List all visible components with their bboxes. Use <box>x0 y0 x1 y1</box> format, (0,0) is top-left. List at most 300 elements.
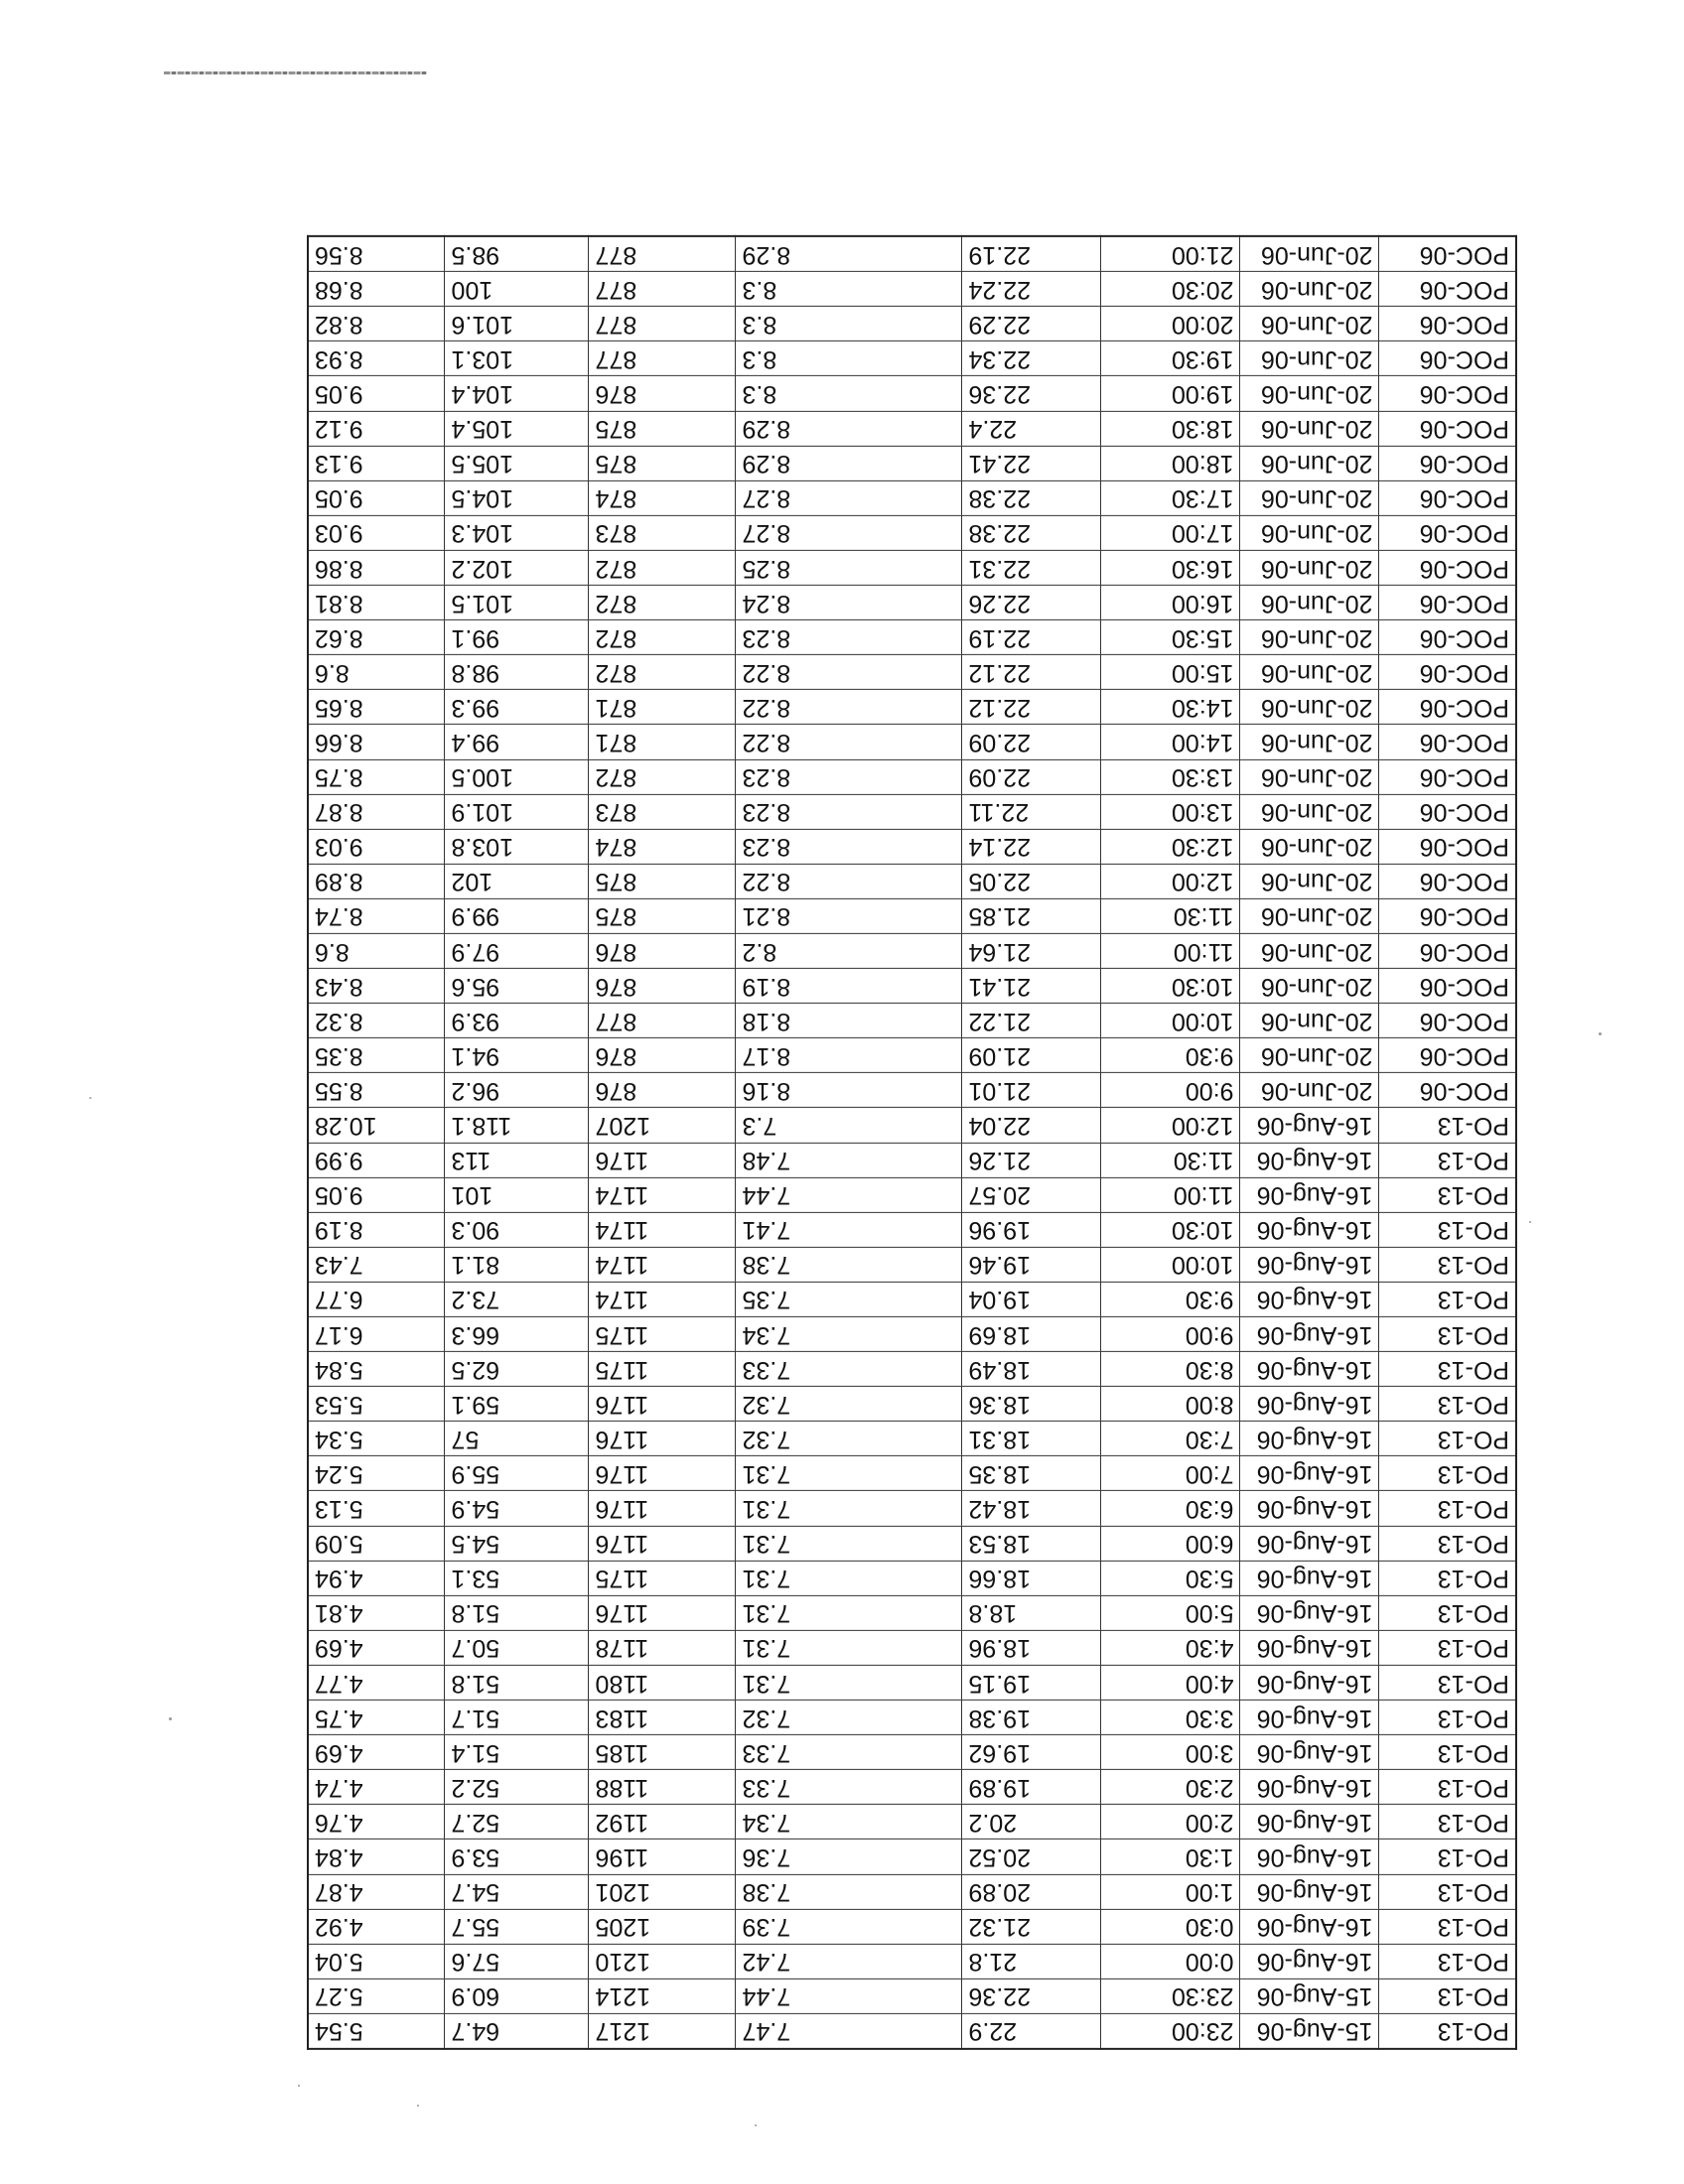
cell-time: 6:30 <box>1101 1491 1240 1526</box>
cell-conductivity: 877 <box>589 307 736 341</box>
cell-do-mgl: 5.34 <box>308 1422 445 1456</box>
cell-ph: 7.31 <box>736 1630 962 1665</box>
cell-ph: 8.22 <box>736 690 962 725</box>
cell-ph: 8.23 <box>736 620 962 655</box>
scan-header-mark <box>164 71 427 74</box>
cell-do-mgl: 4.92 <box>308 1909 445 1944</box>
cell-do-mgl: 9.13 <box>308 446 445 480</box>
cell-station: POC-06 <box>1379 1038 1516 1073</box>
cell-do-mgl: 5.04 <box>308 1944 445 1979</box>
cell-conductivity: 876 <box>589 933 736 968</box>
cell-do-percent: 57 <box>445 1422 589 1456</box>
cell-station: PO-13 <box>1379 1979 1516 2013</box>
cell-conductivity: 875 <box>589 411 736 446</box>
cell-ph: 7.44 <box>736 1979 962 2013</box>
cell-date: 16-Aug-06 <box>1240 1630 1379 1665</box>
table-row <box>308 1805 1516 1840</box>
cell-station: POC-06 <box>1379 341 1516 376</box>
cell-time: 13:00 <box>1101 794 1240 829</box>
cell-date: 16-Aug-06 <box>1240 1735 1379 1770</box>
cell-time: 12:00 <box>1101 1108 1240 1143</box>
table-row <box>308 898 1516 933</box>
cell-conductivity: 873 <box>589 515 736 550</box>
cell-time: 5:00 <box>1101 1595 1240 1630</box>
cell-time: 14:30 <box>1101 690 1240 725</box>
cell-conductivity: 872 <box>589 759 736 794</box>
cell-ph: 8.29 <box>736 411 962 446</box>
cell-temp: 21.41 <box>962 968 1101 1003</box>
cell-date: 16-Aug-06 <box>1240 1247 1379 1282</box>
cell-conductivity: 872 <box>589 585 736 619</box>
cell-conductivity: 876 <box>589 1073 736 1108</box>
cell-ph: 7.31 <box>736 1456 962 1491</box>
cell-ph: 7.41 <box>736 1212 962 1247</box>
cell-time: 23:00 <box>1101 2013 1240 2049</box>
cell-date: 16-Aug-06 <box>1240 1805 1379 1840</box>
cell-do-mgl: 9.05 <box>308 376 445 411</box>
cell-temp: 22.04 <box>962 1108 1101 1143</box>
table-row <box>308 1944 1516 1979</box>
cell-station: POC-06 <box>1379 1073 1516 1108</box>
cell-temp: 22.41 <box>962 446 1101 480</box>
cell-date: 16-Aug-06 <box>1240 1944 1379 1979</box>
cell-do-mgl: 8.65 <box>308 690 445 725</box>
cell-station: PO-13 <box>1379 1561 1516 1595</box>
cell-station: POC-06 <box>1379 585 1516 619</box>
cell-do-mgl: 9.12 <box>308 411 445 446</box>
cell-conductivity: 875 <box>589 864 736 898</box>
cell-do-mgl: 8.68 <box>308 272 445 307</box>
cell-temp: 21.85 <box>962 898 1101 933</box>
table-row <box>308 1630 1516 1665</box>
cell-ph: 7.47 <box>736 2013 962 2049</box>
cell-time: 18:30 <box>1101 411 1240 446</box>
table-row <box>308 550 1516 585</box>
cell-station: POC-06 <box>1379 620 1516 655</box>
cell-do-mgl: 4.69 <box>308 1735 445 1770</box>
scan-speckle <box>417 2105 419 2107</box>
data-table <box>307 235 1517 2050</box>
cell-time: 16:00 <box>1101 585 1240 619</box>
cell-do-percent: 101.5 <box>445 585 589 619</box>
cell-station: POC-06 <box>1379 725 1516 759</box>
cell-do-mgl: 8.55 <box>308 1073 445 1108</box>
cell-station: PO-13 <box>1379 1630 1516 1665</box>
cell-conductivity: 872 <box>589 655 736 690</box>
cell-ph: 7.38 <box>736 1247 962 1282</box>
table-row <box>308 1247 1516 1282</box>
cell-date: 20-Jun-06 <box>1240 829 1379 864</box>
cell-station: POC-06 <box>1379 550 1516 585</box>
cell-time: 0:30 <box>1101 1909 1240 1944</box>
cell-do-mgl: 5.24 <box>308 1456 445 1491</box>
cell-do-percent: 50.7 <box>445 1630 589 1665</box>
cell-date: 16-Aug-06 <box>1240 1700 1379 1734</box>
cell-do-mgl: 9.03 <box>308 515 445 550</box>
cell-conductivity: 1174 <box>589 1247 736 1282</box>
cell-date: 20-Jun-06 <box>1240 585 1379 619</box>
cell-do-mgl: 4.81 <box>308 1595 445 1630</box>
table-row <box>308 376 1516 411</box>
table-row <box>308 480 1516 515</box>
cell-ph: 7.34 <box>736 1805 962 1840</box>
cell-do-mgl: 8.43 <box>308 968 445 1003</box>
cell-date: 20-Jun-06 <box>1240 307 1379 341</box>
cell-do-percent: 66.3 <box>445 1316 589 1351</box>
cell-conductivity: 875 <box>589 446 736 480</box>
cell-ph: 7.39 <box>736 1909 962 1944</box>
cell-do-percent: 90.3 <box>445 1212 589 1247</box>
cell-do-mgl: 5.09 <box>308 1526 445 1561</box>
cell-date: 20-Jun-06 <box>1240 550 1379 585</box>
cell-temp: 18.69 <box>962 1316 1101 1351</box>
cell-time: 13:30 <box>1101 759 1240 794</box>
cell-station: POC-06 <box>1379 794 1516 829</box>
cell-time: 9:30 <box>1101 1038 1240 1073</box>
cell-ph: 8.18 <box>736 1004 962 1038</box>
table-row <box>308 2013 1516 2049</box>
table-row <box>308 1177 1516 1212</box>
cell-ph: 7.31 <box>736 1526 962 1561</box>
cell-time: 16:30 <box>1101 550 1240 585</box>
cell-do-mgl: 6.77 <box>308 1282 445 1316</box>
cell-date: 20-Jun-06 <box>1240 341 1379 376</box>
table-row <box>308 1735 1516 1770</box>
table-row <box>308 1282 1516 1316</box>
cell-ph: 7.31 <box>736 1491 962 1526</box>
cell-ph: 7.32 <box>736 1387 962 1422</box>
cell-conductivity: 871 <box>589 725 736 759</box>
table-row <box>308 272 1516 307</box>
cell-do-mgl: 8.74 <box>308 898 445 933</box>
cell-temp: 20.52 <box>962 1840 1101 1874</box>
cell-date: 20-Jun-06 <box>1240 759 1379 794</box>
cell-temp: 22.24 <box>962 272 1101 307</box>
cell-time: 14:00 <box>1101 725 1240 759</box>
cell-conductivity: 877 <box>589 341 736 376</box>
cell-conductivity: 1192 <box>589 1805 736 1840</box>
cell-station: PO-13 <box>1379 1874 1516 1909</box>
cell-date: 16-Aug-06 <box>1240 1526 1379 1561</box>
cell-station: PO-13 <box>1379 1108 1516 1143</box>
cell-time: 8:00 <box>1101 1387 1240 1422</box>
cell-date: 16-Aug-06 <box>1240 1770 1379 1805</box>
cell-date: 16-Aug-06 <box>1240 1840 1379 1874</box>
cell-ph: 8.27 <box>736 480 962 515</box>
cell-station: PO-13 <box>1379 1665 1516 1700</box>
cell-do-percent: 105.4 <box>445 411 589 446</box>
cell-temp: 22.34 <box>962 341 1101 376</box>
cell-station: PO-13 <box>1379 1595 1516 1630</box>
cell-time: 17:30 <box>1101 480 1240 515</box>
cell-ph: 7.44 <box>736 1177 962 1212</box>
scan-speckle <box>1599 1032 1602 1035</box>
cell-date: 20-Jun-06 <box>1240 655 1379 690</box>
cell-station: POC-06 <box>1379 968 1516 1003</box>
cell-do-mgl: 5.27 <box>308 1979 445 2013</box>
cell-conductivity: 1176 <box>589 1143 736 1177</box>
cell-temp: 22.38 <box>962 515 1101 550</box>
table-row <box>308 1422 1516 1456</box>
cell-temp: 19.62 <box>962 1735 1101 1770</box>
cell-date: 16-Aug-06 <box>1240 1143 1379 1177</box>
cell-do-percent: 54.7 <box>445 1874 589 1909</box>
cell-do-mgl: 5.13 <box>308 1491 445 1526</box>
cell-date: 20-Jun-06 <box>1240 376 1379 411</box>
cell-conductivity: 1214 <box>589 1979 736 2013</box>
table-row <box>308 585 1516 619</box>
table-row <box>308 1212 1516 1247</box>
cell-ph: 8.3 <box>736 376 962 411</box>
cell-do-percent: 51.4 <box>445 1735 589 1770</box>
cell-do-mgl: 8.81 <box>308 585 445 619</box>
cell-station: POC-06 <box>1379 376 1516 411</box>
cell-temp: 18.49 <box>962 1352 1101 1387</box>
cell-do-percent: 99.3 <box>445 690 589 725</box>
scan-speckle <box>169 1717 172 1720</box>
table-row <box>308 933 1516 968</box>
cell-time: 8:30 <box>1101 1352 1240 1387</box>
table-row <box>308 725 1516 759</box>
table-row <box>308 1700 1516 1734</box>
cell-date: 20-Jun-06 <box>1240 480 1379 515</box>
rotated-data-table <box>309 235 1517 2050</box>
cell-station: PO-13 <box>1379 1282 1516 1316</box>
cell-temp: 22.09 <box>962 759 1101 794</box>
cell-station: PO-13 <box>1379 1770 1516 1805</box>
cell-station: POC-06 <box>1379 236 1516 272</box>
cell-station: POC-06 <box>1379 515 1516 550</box>
cell-temp: 19.38 <box>962 1700 1101 1734</box>
cell-conductivity: 874 <box>589 480 736 515</box>
cell-conductivity: 876 <box>589 376 736 411</box>
table-row <box>308 515 1516 550</box>
table-row <box>308 759 1516 794</box>
cell-do-percent: 95.6 <box>445 968 589 1003</box>
table-row <box>308 655 1516 690</box>
cell-do-mgl: 8.86 <box>308 550 445 585</box>
cell-do-percent: 53.9 <box>445 1840 589 1874</box>
cell-conductivity: 1176 <box>589 1491 736 1526</box>
cell-time: 10:00 <box>1101 1247 1240 1282</box>
cell-ph: 8.21 <box>736 898 962 933</box>
cell-temp: 18.53 <box>962 1526 1101 1561</box>
cell-station: POC-06 <box>1379 898 1516 933</box>
cell-ph: 7.31 <box>736 1561 962 1595</box>
cell-temp: 22.31 <box>962 550 1101 585</box>
cell-date: 20-Jun-06 <box>1240 725 1379 759</box>
cell-do-percent: 101.6 <box>445 307 589 341</box>
cell-ph: 8.22 <box>736 655 962 690</box>
cell-do-percent: 97.9 <box>445 933 589 968</box>
cell-station: PO-13 <box>1379 1700 1516 1734</box>
cell-date: 16-Aug-06 <box>1240 1665 1379 1700</box>
cell-station: PO-13 <box>1379 1456 1516 1491</box>
cell-date: 16-Aug-06 <box>1240 1874 1379 1909</box>
cell-time: 19:00 <box>1101 376 1240 411</box>
cell-station: PO-13 <box>1379 1805 1516 1840</box>
cell-time: 9:00 <box>1101 1316 1240 1351</box>
cell-conductivity: 876 <box>589 968 736 1003</box>
cell-do-mgl: 4.69 <box>308 1630 445 1665</box>
cell-do-percent: 118.1 <box>445 1108 589 1143</box>
scan-speckle <box>1529 1221 1531 1223</box>
cell-do-percent: 54.5 <box>445 1526 589 1561</box>
cell-conductivity: 1196 <box>589 1840 736 1874</box>
cell-ph: 8.17 <box>736 1038 962 1073</box>
cell-conductivity: 1188 <box>589 1770 736 1805</box>
cell-do-percent: 51.7 <box>445 1700 589 1734</box>
cell-conductivity: 1176 <box>589 1422 736 1456</box>
cell-ph: 7.32 <box>736 1422 962 1456</box>
cell-conductivity: 1174 <box>589 1177 736 1212</box>
cell-time: 3:30 <box>1101 1700 1240 1734</box>
cell-do-percent: 104.5 <box>445 480 589 515</box>
cell-time: 7:00 <box>1101 1456 1240 1491</box>
cell-temp: 22.26 <box>962 585 1101 619</box>
cell-date: 20-Jun-06 <box>1240 515 1379 550</box>
cell-station: POC-06 <box>1379 655 1516 690</box>
table-row <box>308 620 1516 655</box>
cell-time: 11:30 <box>1101 898 1240 933</box>
cell-station: POC-06 <box>1379 829 1516 864</box>
cell-ph: 7.48 <box>736 1143 962 1177</box>
cell-do-mgl: 8.82 <box>308 307 445 341</box>
cell-conductivity: 1174 <box>589 1212 736 1247</box>
cell-temp: 19.04 <box>962 1282 1101 1316</box>
cell-temp: 19.15 <box>962 1665 1101 1700</box>
table-row <box>308 829 1516 864</box>
cell-temp: 22.29 <box>962 307 1101 341</box>
cell-do-percent: 104.3 <box>445 515 589 550</box>
cell-station: POC-06 <box>1379 446 1516 480</box>
cell-temp: 20.89 <box>962 1874 1101 1909</box>
cell-ph: 8.25 <box>736 550 962 585</box>
cell-time: 9:30 <box>1101 1282 1240 1316</box>
cell-date: 16-Aug-06 <box>1240 1491 1379 1526</box>
cell-date: 16-Aug-06 <box>1240 1387 1379 1422</box>
cell-do-percent: 64.7 <box>445 2013 589 2049</box>
cell-do-mgl: 8.87 <box>308 794 445 829</box>
cell-conductivity: 1176 <box>589 1387 736 1422</box>
table-row <box>308 1840 1516 1874</box>
table-row <box>308 1004 1516 1038</box>
cell-station: PO-13 <box>1379 2013 1516 2049</box>
cell-conductivity: 874 <box>589 829 736 864</box>
cell-ph: 8.2 <box>736 933 962 968</box>
cell-station: POC-06 <box>1379 307 1516 341</box>
cell-time: 4:00 <box>1101 1665 1240 1700</box>
cell-time: 6:00 <box>1101 1526 1240 1561</box>
cell-conductivity: 877 <box>589 1004 736 1038</box>
table-row <box>308 1874 1516 1909</box>
cell-do-percent: 103.1 <box>445 341 589 376</box>
cell-temp: 18.31 <box>962 1422 1101 1456</box>
cell-do-mgl: 8.32 <box>308 1004 445 1038</box>
cell-do-percent: 55.7 <box>445 1909 589 1944</box>
cell-date: 16-Aug-06 <box>1240 1456 1379 1491</box>
cell-ph: 7.38 <box>736 1874 962 1909</box>
cell-time: 1:00 <box>1101 1874 1240 1909</box>
cell-conductivity: 1201 <box>589 1874 736 1909</box>
cell-do-percent: 93.9 <box>445 1004 589 1038</box>
cell-time: 3:00 <box>1101 1735 1240 1770</box>
cell-do-percent: 54.9 <box>445 1491 589 1526</box>
cell-conductivity: 872 <box>589 550 736 585</box>
cell-temp: 22.36 <box>962 376 1101 411</box>
cell-conductivity: 877 <box>589 236 736 272</box>
table-row <box>308 1108 1516 1143</box>
table-row <box>308 864 1516 898</box>
cell-temp: 20.2 <box>962 1805 1101 1840</box>
cell-temp: 22.11 <box>962 794 1101 829</box>
table-row <box>308 968 1516 1003</box>
cell-station: PO-13 <box>1379 1944 1516 1979</box>
cell-ph: 7.34 <box>736 1316 962 1351</box>
table-row <box>308 1073 1516 1108</box>
cell-do-percent: 96.2 <box>445 1073 589 1108</box>
cell-ph: 7.35 <box>736 1282 962 1316</box>
cell-do-percent: 105.5 <box>445 446 589 480</box>
cell-do-mgl: 8.66 <box>308 725 445 759</box>
cell-date: 16-Aug-06 <box>1240 1561 1379 1595</box>
cell-temp: 22.36 <box>962 1979 1101 2013</box>
cell-station: POC-06 <box>1379 1004 1516 1038</box>
cell-ph: 7.31 <box>736 1665 962 1700</box>
table-row <box>308 1909 1516 1944</box>
table-row <box>308 411 1516 446</box>
cell-do-mgl: 10.28 <box>308 1108 445 1143</box>
cell-do-percent: 101.9 <box>445 794 589 829</box>
cell-conductivity: 1176 <box>589 1526 736 1561</box>
cell-date: 20-Jun-06 <box>1240 1038 1379 1073</box>
cell-conductivity: 1176 <box>589 1456 736 1491</box>
cell-ph: 8.24 <box>736 585 962 619</box>
cell-temp: 21.64 <box>962 933 1101 968</box>
cell-station: PO-13 <box>1379 1316 1516 1351</box>
scan-speckle <box>298 2085 300 2087</box>
cell-conductivity: 876 <box>589 1038 736 1073</box>
cell-station: PO-13 <box>1379 1387 1516 1422</box>
cell-time: 10:30 <box>1101 968 1240 1003</box>
cell-time: 11:30 <box>1101 1143 1240 1177</box>
table-row <box>308 1770 1516 1805</box>
cell-do-percent: 101 <box>445 1177 589 1212</box>
cell-station: POC-06 <box>1379 411 1516 446</box>
cell-date: 20-Jun-06 <box>1240 1073 1379 1108</box>
cell-do-percent: 81.1 <box>445 1247 589 1282</box>
cell-time: 11:00 <box>1101 933 1240 968</box>
cell-date: 16-Aug-06 <box>1240 1909 1379 1944</box>
table-row <box>308 1595 1516 1630</box>
cell-conductivity: 1217 <box>589 2013 736 2049</box>
cell-ph: 8.22 <box>736 864 962 898</box>
table-row <box>308 1526 1516 1561</box>
cell-date: 15-Aug-06 <box>1240 1979 1379 2013</box>
cell-time: 2:30 <box>1101 1770 1240 1805</box>
cell-time: 12:30 <box>1101 829 1240 864</box>
cell-do-mgl: 8.35 <box>308 1038 445 1073</box>
cell-ph: 7.32 <box>736 1700 962 1734</box>
cell-do-percent: 98.5 <box>445 236 589 272</box>
cell-do-mgl: 9.05 <box>308 1177 445 1212</box>
cell-conductivity: 872 <box>589 620 736 655</box>
cell-temp: 19.96 <box>962 1212 1101 1247</box>
cell-do-mgl: 8.62 <box>308 620 445 655</box>
cell-date: 20-Jun-06 <box>1240 446 1379 480</box>
cell-temp: 22.38 <box>962 480 1101 515</box>
cell-time: 0:00 <box>1101 1944 1240 1979</box>
